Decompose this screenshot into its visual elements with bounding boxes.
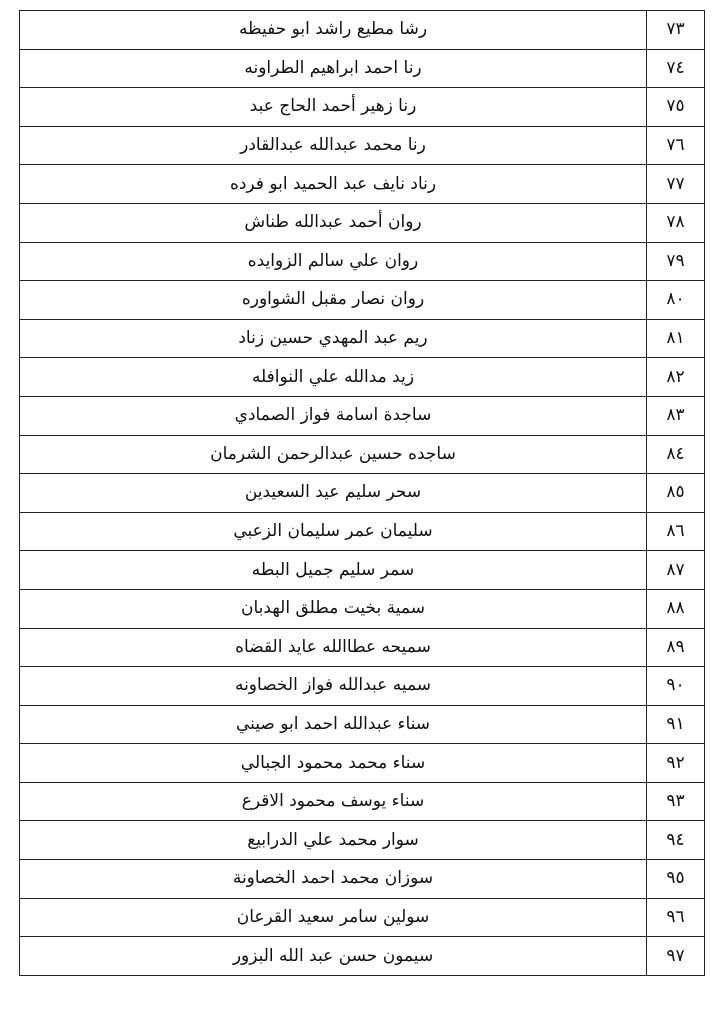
table-row [20,860,705,899]
table-row [20,203,705,242]
person-name: روان علي سالم الزوايده [20,242,647,281]
table-row [20,898,705,937]
table-row [20,937,705,976]
row-number: ٨٢ [647,358,705,397]
table-row [20,551,705,590]
row-number: ٩٢ [647,744,705,783]
row-number: ٧٤ [647,49,705,88]
row-number: ٧٨ [647,203,705,242]
person-name: زيد مدالله علي النوافله [20,358,647,397]
table-row [20,667,705,706]
row-number: ٧٦ [647,126,705,165]
person-name: سناء محمد محمود الجبالي [20,744,647,783]
names-table-body [20,11,705,976]
person-name: ريم عبد المهدي حسين زناد [20,319,647,358]
table-row [20,512,705,551]
table-row [20,782,705,821]
row-number: ٨٦ [647,512,705,551]
person-name: سليمان عمر سليمان الزعبي [20,512,647,551]
person-name: روان نصار مقبل الشواوره [20,281,647,320]
person-name: سميه عبدالله فواز الخصاونه [20,667,647,706]
row-number: ٩٠ [647,667,705,706]
person-name: سوار محمد علي الدرابيع [20,821,647,860]
person-name: رنا محمد عبدالله عبدالقادر [20,126,647,165]
person-name: ساجدة اسامة فواز الصمادي [20,396,647,435]
table-row [20,319,705,358]
person-name: سوزان محمد احمد الخصاونة [20,860,647,899]
table-row [20,88,705,127]
table-row [20,242,705,281]
row-number: ٩٧ [647,937,705,976]
table-row [20,396,705,435]
row-number: ٨٠ [647,281,705,320]
row-number: ٩٤ [647,821,705,860]
table-row [20,589,705,628]
row-number: ٨٧ [647,551,705,590]
row-number: ٨٣ [647,396,705,435]
person-name: رناد نايف عبد الحميد ابو فرده [20,165,647,204]
table-row [20,744,705,783]
row-number: ٨٩ [647,628,705,667]
table-row [20,474,705,513]
person-name: سناء يوسف محمود الاقرع [20,782,647,821]
person-name: سناء عبدالله احمد ابو صيني [20,705,647,744]
person-name: سحر سليم عيد السعيدين [20,474,647,513]
document-page [19,10,705,976]
row-number: ٩٥ [647,860,705,899]
person-name: سيمون حسن عبد الله البزور [20,937,647,976]
table-row [20,126,705,165]
row-number: ٩٣ [647,782,705,821]
person-name: رنا زهير أحمد الحاج عبد [20,88,647,127]
person-name: رنا احمد ابراهيم الطراونه [20,49,647,88]
table-row [20,358,705,397]
person-name: سمية بخيت مطلق الهدبان [20,589,647,628]
row-number: ٨٨ [647,589,705,628]
table-row [20,165,705,204]
person-name: روان أحمد عبدالله طناش [20,203,647,242]
row-number: ٧٧ [647,165,705,204]
table-row [20,705,705,744]
table-row [20,628,705,667]
person-name: رشا مطيع راشد ابو حفيظه [20,11,647,50]
row-number: ٩١ [647,705,705,744]
person-name: ساجده حسين عبدالرحمن الشرمان [20,435,647,474]
table-row [20,821,705,860]
row-number: ٧٣ [647,11,705,50]
table-row [20,435,705,474]
row-number: ٨٤ [647,435,705,474]
person-name: سميحه عطاالله عايد القضاه [20,628,647,667]
table-row [20,281,705,320]
row-number: ٧٩ [647,242,705,281]
row-number: ٨١ [647,319,705,358]
names-table [19,10,705,976]
table-row [20,11,705,50]
person-name: سمر سليم جميل البطه [20,551,647,590]
person-name: سولين سامر سعيد القرعان [20,898,647,937]
row-number: ٩٦ [647,898,705,937]
row-number: ٧٥ [647,88,705,127]
table-row [20,49,705,88]
row-number: ٨٥ [647,474,705,513]
